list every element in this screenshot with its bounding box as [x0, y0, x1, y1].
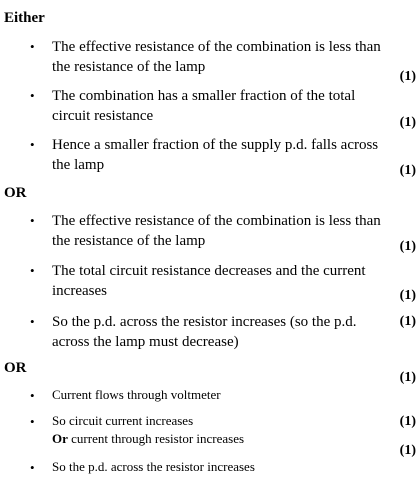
- bullet-icon: •: [30, 314, 35, 329]
- bullet-icon: •: [30, 388, 35, 403]
- answer-point: The effective resistance of the combination is less than the resistance of the lamp: [52, 213, 381, 249]
- bullet-icon: •: [30, 460, 35, 475]
- bullet-icon: •: [30, 88, 35, 103]
- answer-point-alternative: [52, 430, 382, 448]
- answer-point: The total circuit resistance decreases and the current increases: [52, 263, 366, 299]
- bullet-icon: •: [30, 39, 35, 54]
- mark-label: (1): [399, 414, 416, 429]
- heading-either: Either: [4, 10, 45, 26]
- heading-or: OR: [4, 360, 27, 376]
- answer-point-main: So circuit current increases: [52, 413, 194, 428]
- bullet-icon: •: [30, 263, 35, 278]
- mark-label: (1): [399, 370, 416, 385]
- alternative-text: current through resistor increases: [67, 431, 245, 446]
- bullet-icon: •: [30, 213, 35, 228]
- mark-label: (1): [399, 115, 416, 130]
- mark-label: (1): [399, 443, 416, 458]
- bullet-icon: •: [30, 137, 35, 152]
- answer-point: The combination has a smaller fraction of the total circuit resistance: [52, 88, 356, 124]
- answer-point: Hence a smaller fraction of the supply p.d. falls across the lamp: [52, 137, 379, 173]
- heading-or: OR: [4, 185, 27, 201]
- mark-label: (1): [399, 288, 416, 303]
- answer-point: So the p.d. across the resistor increases: [52, 459, 255, 474]
- answer-point: So the p.d. across the resistor increases (so the p.d. across the lamp must decrease): [52, 314, 357, 350]
- mark-label: (1): [399, 69, 416, 84]
- or-label: Or: [52, 431, 68, 446]
- mark-label: (1): [399, 239, 416, 254]
- mark-label: (1): [399, 314, 416, 329]
- mark-label: (1): [399, 163, 416, 178]
- bullet-icon: •: [30, 414, 35, 429]
- answer-point: The effective resistance of the combination is less than the resistance of the lamp: [52, 39, 381, 75]
- answer-point: [52, 412, 382, 448]
- answer-point: Current flows through voltmeter: [52, 387, 221, 402]
